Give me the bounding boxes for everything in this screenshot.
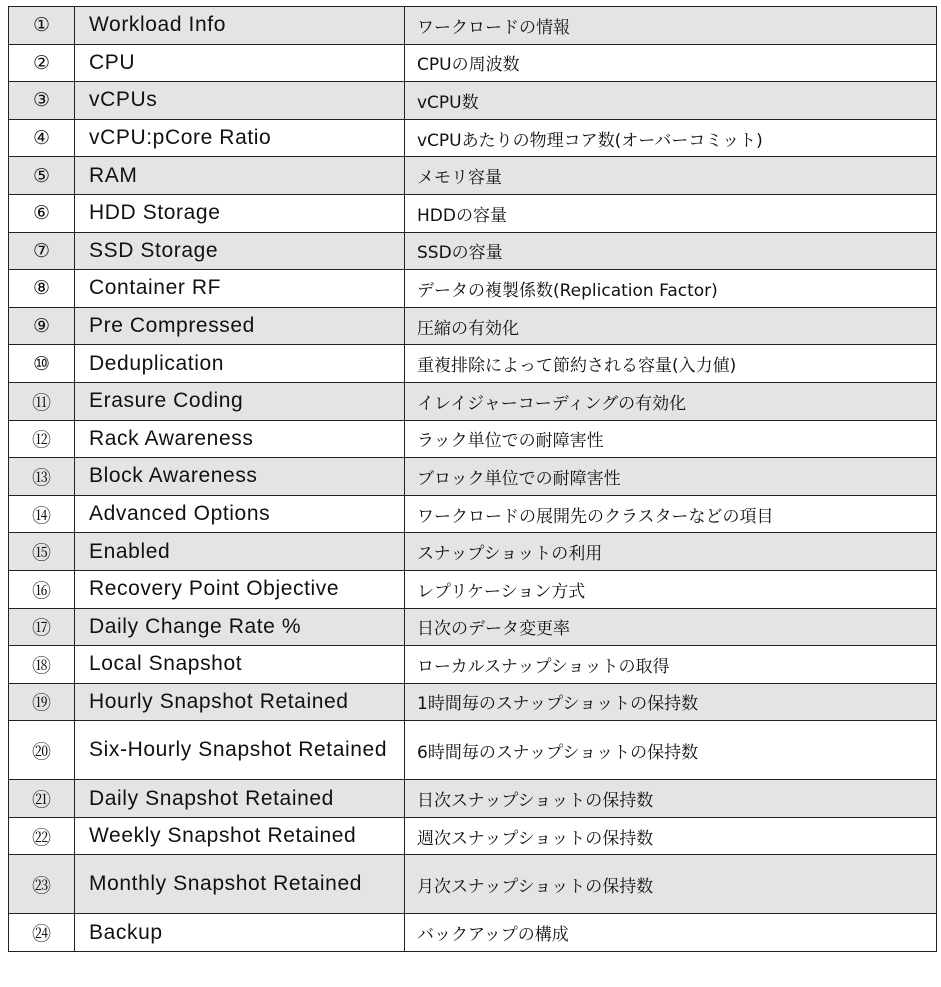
setting-description: バックアップの構成 [405, 914, 937, 952]
setting-name: Deduplication [75, 345, 405, 383]
table-row [9, 270, 937, 308]
table-row [9, 570, 937, 608]
setting-name: HDD Storage [75, 194, 405, 232]
row-number: ④ [9, 119, 75, 157]
table-row [9, 855, 937, 914]
setting-name: Advanced Options [75, 495, 405, 533]
table-row [9, 646, 937, 684]
table-row [9, 721, 937, 780]
setting-description: ワークロードの展開先のクラスターなどの項目 [405, 495, 937, 533]
setting-name: vCPU:pCore Ratio [75, 119, 405, 157]
row-number: ⑲ [9, 683, 75, 721]
setting-description: ラック単位での耐障害性 [405, 420, 937, 458]
row-number: ⑳ [9, 721, 75, 780]
row-number: ⑮ [9, 533, 75, 571]
setting-description: 月次スナップショットの保持数 [405, 855, 937, 914]
row-number: ⑩ [9, 345, 75, 383]
setting-description: CPUの周波数 [405, 44, 937, 82]
row-number: ② [9, 44, 75, 82]
table-row [9, 194, 937, 232]
row-number: ⑨ [9, 307, 75, 345]
table-row [9, 420, 937, 458]
setting-name: vCPUs [75, 82, 405, 120]
setting-description: ローカルスナップショットの取得 [405, 646, 937, 684]
setting-name: Local Snapshot [75, 646, 405, 684]
setting-description: ブロック単位での耐障害性 [405, 458, 937, 496]
row-number: ⑥ [9, 194, 75, 232]
table-row [9, 82, 937, 120]
setting-description: 日次のデータ変更率 [405, 608, 937, 646]
row-number: ㉒ [9, 817, 75, 855]
setting-description: vCPUあたりの物理コア数(オーバーコミット) [405, 119, 937, 157]
setting-name: RAM [75, 157, 405, 195]
row-number: ⑫ [9, 420, 75, 458]
setting-description: 圧縮の有効化 [405, 307, 937, 345]
settings-table [8, 6, 937, 952]
setting-description: 日次スナップショットの保持数 [405, 780, 937, 818]
table-row [9, 458, 937, 496]
setting-name: Hourly Snapshot Retained [75, 683, 405, 721]
setting-name: Workload Info [75, 7, 405, 45]
setting-description: vCPU数 [405, 82, 937, 120]
setting-description: SSDの容量 [405, 232, 937, 270]
row-number: ㉑ [9, 780, 75, 818]
setting-name: Backup [75, 914, 405, 952]
setting-description: レプリケーション方式 [405, 570, 937, 608]
table-row [9, 232, 937, 270]
table-row [9, 817, 937, 855]
setting-description: データの複製係数(Replication Factor) [405, 270, 937, 308]
table-row [9, 119, 937, 157]
setting-name: Recovery Point Objective [75, 570, 405, 608]
row-number: ⑭ [9, 495, 75, 533]
setting-name: Erasure Coding [75, 382, 405, 420]
table-row [9, 307, 937, 345]
table-row [9, 914, 937, 952]
table-row [9, 7, 937, 45]
setting-name: Pre Compressed [75, 307, 405, 345]
setting-name: Enabled [75, 533, 405, 571]
row-number: ⑤ [9, 157, 75, 195]
table-row [9, 382, 937, 420]
setting-name: Container RF [75, 270, 405, 308]
setting-description: 週次スナップショットの保持数 [405, 817, 937, 855]
setting-description: 6時間毎のスナップショットの保持数 [405, 721, 937, 780]
setting-name: Daily Snapshot Retained [75, 780, 405, 818]
table-row [9, 495, 937, 533]
row-number: ⑯ [9, 570, 75, 608]
table-row [9, 608, 937, 646]
table-row [9, 780, 937, 818]
setting-name: Monthly Snapshot Retained [75, 855, 405, 914]
settings-table-container [8, 6, 936, 952]
row-number: ⑦ [9, 232, 75, 270]
setting-description: 1時間毎のスナップショットの保持数 [405, 683, 937, 721]
row-number: ⑪ [9, 382, 75, 420]
row-number: ㉓ [9, 855, 75, 914]
table-row [9, 157, 937, 195]
setting-description: 重複排除によって節約される容量(入力値) [405, 345, 937, 383]
setting-description: メモリ容量 [405, 157, 937, 195]
setting-name: Daily Change Rate % [75, 608, 405, 646]
table-row [9, 533, 937, 571]
setting-name: SSD Storage [75, 232, 405, 270]
row-number: ⑱ [9, 646, 75, 684]
row-number: ⑰ [9, 608, 75, 646]
setting-description: ワークロードの情報 [405, 7, 937, 45]
row-number: ③ [9, 82, 75, 120]
setting-description: スナップショットの利用 [405, 533, 937, 571]
setting-description: イレイジャーコーディングの有効化 [405, 382, 937, 420]
table-row [9, 345, 937, 383]
row-number: ⑧ [9, 270, 75, 308]
row-number: ⑬ [9, 458, 75, 496]
table-row [9, 683, 937, 721]
setting-name: CPU [75, 44, 405, 82]
setting-name: Rack Awareness [75, 420, 405, 458]
setting-name: Weekly Snapshot Retained [75, 817, 405, 855]
setting-description: HDDの容量 [405, 194, 937, 232]
setting-name: Six-Hourly Snapshot Retained [75, 721, 405, 780]
table-row [9, 44, 937, 82]
setting-name: Block Awareness [75, 458, 405, 496]
row-number: ㉔ [9, 914, 75, 952]
row-number: ① [9, 7, 75, 45]
